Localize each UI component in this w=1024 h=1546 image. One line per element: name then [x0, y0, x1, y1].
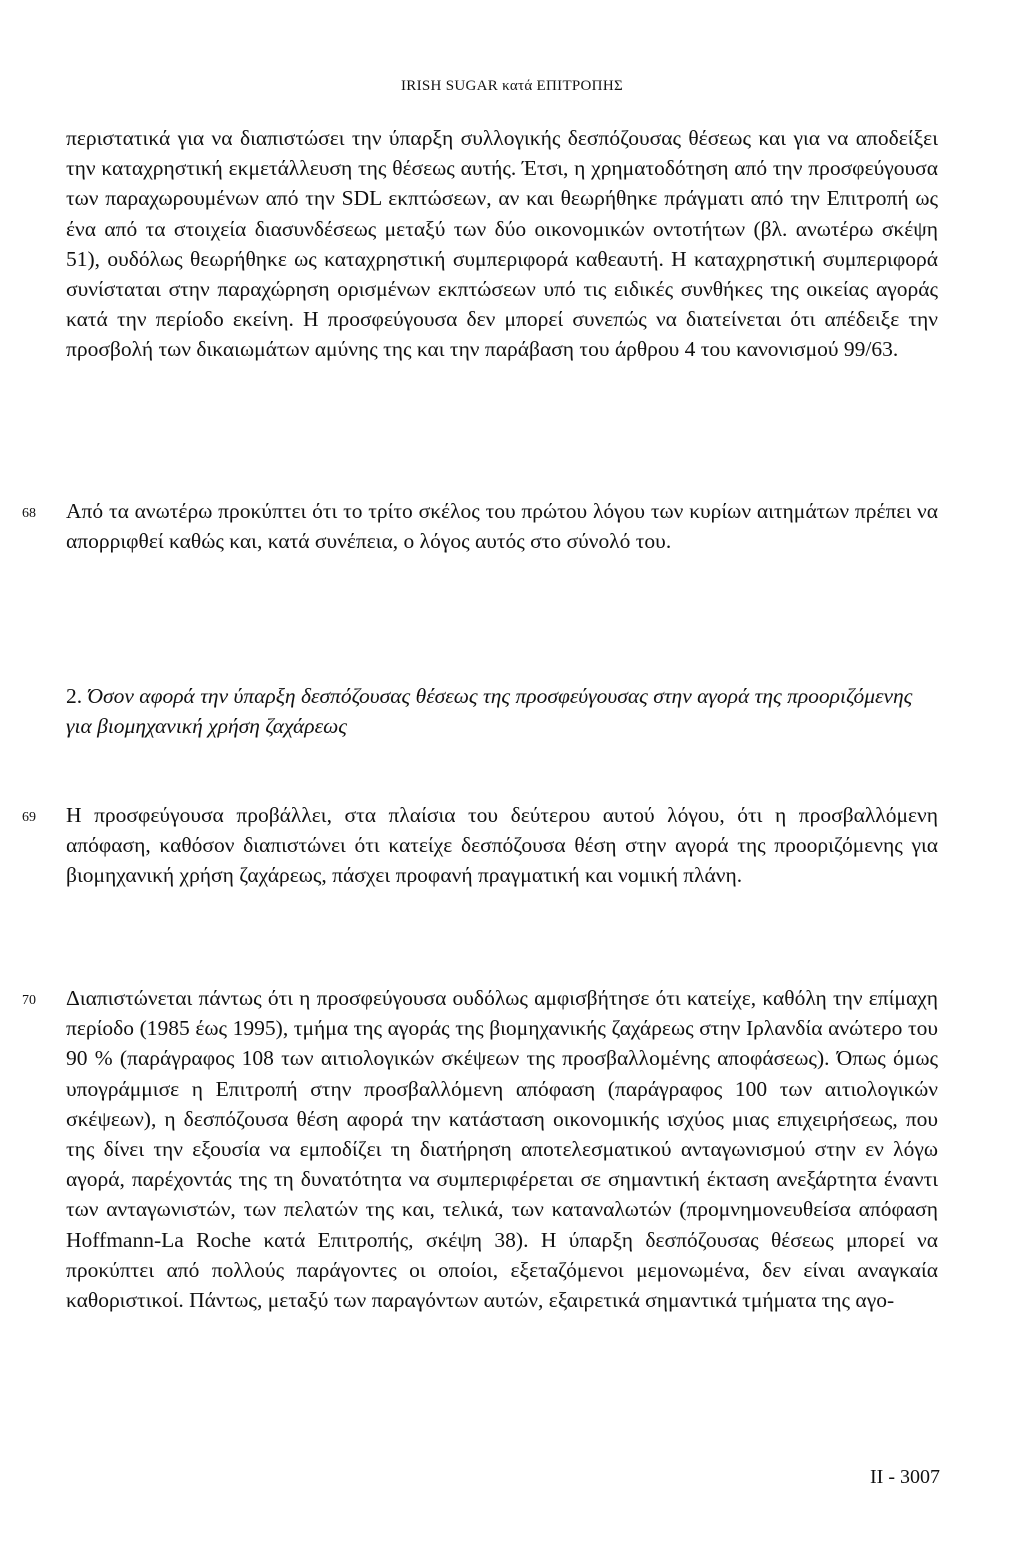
section-heading: [66, 681, 938, 741]
running-header: IRISH SUGAR κατά ΕΠΙΤΡΟΠΗΣ: [401, 78, 623, 94]
paragraph-text: Η προσφεύγουσα προβάλλει, στα πλαίσια του δεύτερου αυτού λόγου, ότι η προσβαλλόμενη απόφαση, καθόσον διαπιστώνει ότι κατείχε δεσπόζουσα θέση στην αγορά της προοριζόμενης για βιομηχανική χρήση ζαχάρεως, πάσχει προφανή πραγματική και νομική πλάνη.: [66, 803, 938, 888]
paragraph-number: 70: [22, 993, 36, 1008]
paragraph-continued: [66, 123, 938, 365]
paragraph-69: [22, 800, 938, 891]
section-heading-text: Όσον αφορά την ύπαρξη δεσπόζουσας θέσεως της προσφεύγουσας στην αγορά της προοριζόμενης για βιομηχανική χρήση ζαχάρεως: [66, 684, 913, 739]
page-number: II - 3007: [870, 1466, 940, 1488]
section-heading-number: 2.: [66, 684, 83, 708]
paragraph-text: Από τα ανωτέρω προκύπτει ότι το τρίτο σκέλος του πρώτου λόγου των κυρίων αιτημάτων πρέπει να απορριφθεί καθώς και, κατά συνέπεια, ο λόγος αυτός στο σύνολό του.: [66, 499, 938, 554]
paragraph-70: [22, 983, 938, 1315]
paragraph-text: Διαπιστώνεται πάντως ότι η προσφεύγουσα ουδόλως αμφισβήτησε ότι κατείχε, καθόλη την επίμαχη περίοδο (1985 έως 1995), τμήμα της αγοράς της βιομηχανικής ζαχάρεως στην Ιρλανδία ανώτερο του 90 % (παράγραφος 108 των αιτιολογικών σκέψεων της προσβαλλομένης αποφάσεως). Όπως όμως υπογράμμισε η Επιτροπή στην προσβαλλόμενη απόφαση (παράγραφος 100 των αιτιολογικών σκέψεων), η δεσπόζουσα θέση αφορά την κατάσταση οικονομικής ισχύος μιας επιχειρήσεως, που της δίνει την εξουσία να εμποδίζει τη διατήρηση αποτελεσματικού ανταγωνισμού στην εν λόγω αγορά, παρέχοντάς της τη δυνατότητα να συμπεριφέρεται σε σημαντική έκταση ανεξάρτητα έναντι των ανταγωνιστών, των πελατών της και, τελικά, των καταναλωτών (προμνημονευθείσα απόφαση Hoffmann-La Roche κατά Επιτροπής, σκέψη 38). Η ύπαρξη δεσπόζουσας θέσεως μπορεί να προκύπτει από πολλούς παράγοντες οι οποίοι, εξεταζόμενοι μεμονωμένα, δεν είναι αναγκαία καθοριστικοί. Πάντως, μεταξύ των παραγόντων αυτών, εξαιρετικά σημαντικά τμήματα της αγο-: [66, 986, 938, 1313]
paragraph-number: 68: [22, 506, 36, 521]
paragraph-text: περιστατικά για να διαπιστώσει την ύπαρξη συλλογικής δεσπόζουσας θέσεως και για να αποδείξει την καταχρηστική εκμετάλλευση της θέσεως αυτής. Έτσι, η χρηματοδότηση από την προσφεύγουσα των παραχωρουμένων από την SDL εκπτώσεων, αν και θεωρήθηκε πράγματι από την Επιτροπή ως ένα από τα στοιχεία διασυνδέσεως μεταξύ των δύο οικονομικών οντοτήτων (βλ. ανωτέρω σκέψη 51), ουδόλως θεωρήθηκε ως καταχρηστική συμπεριφορά καθεαυτή. Η καταχρηστική συμπεριφορά συνίσταται στην παραχώρηση ορισμένων εκπτώσεων υπό τις ειδικές συνθήκες της οικείας αγοράς κατά την περίοδο εκείνη. Η προσφεύγουσα δεν μπορεί συνεπώς να διατείνεται ότι απέδειξε την προσβολή των δικαιωμάτων αμύνης της και την παράβαση του άρθρου 4 του κανονισμού 99/63.: [66, 126, 938, 362]
paragraph-68: [22, 496, 938, 556]
paragraph-number: 69: [22, 810, 36, 825]
